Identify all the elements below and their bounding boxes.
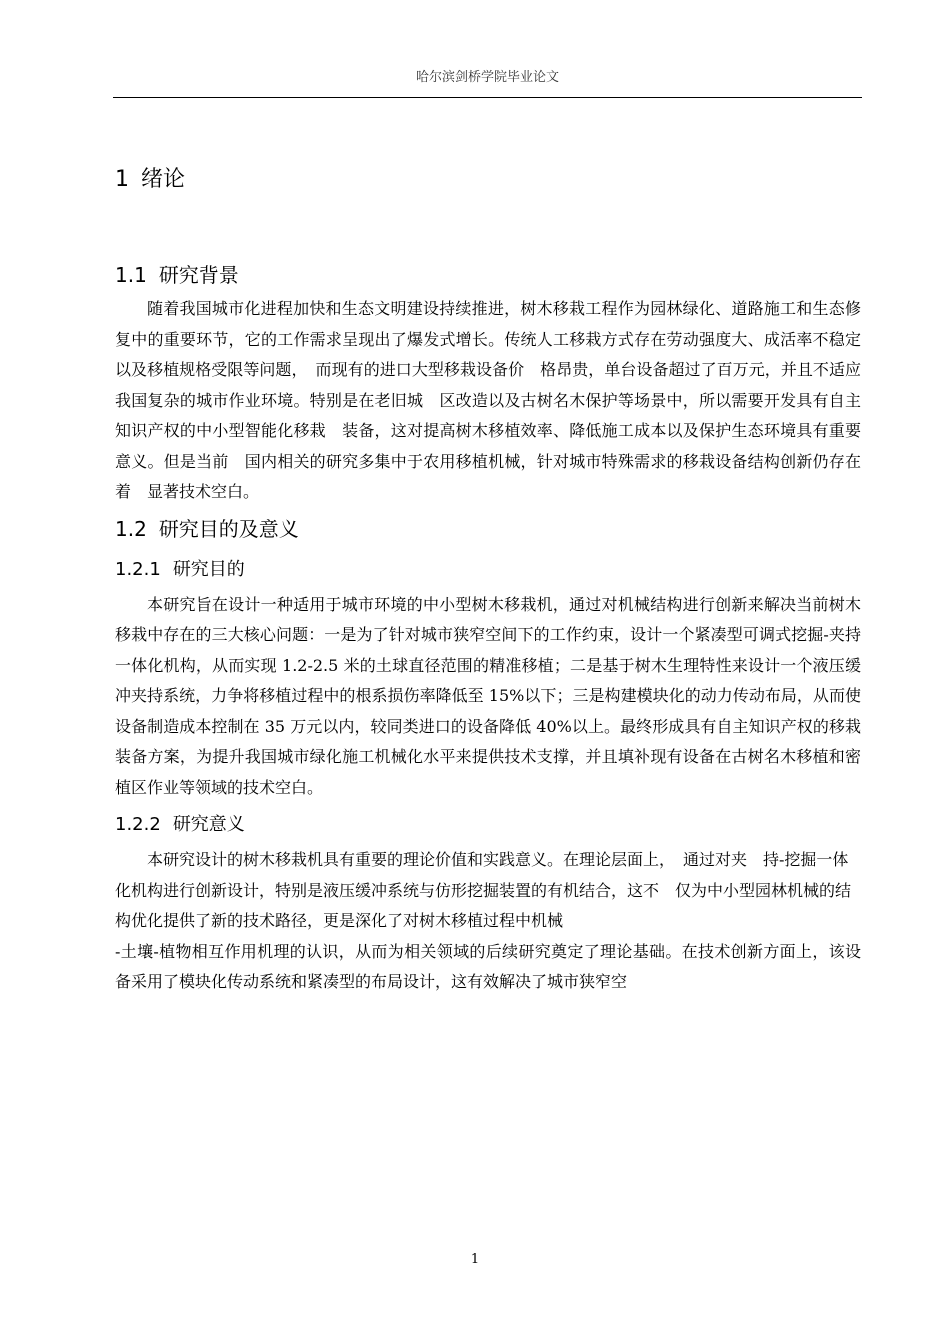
chapter-number: 1 <box>115 167 129 192</box>
subsection-number: 1.2.1 <box>115 558 161 580</box>
section-number: 1.1 <box>115 263 147 287</box>
subsection-heading-1-2-2 <box>115 805 861 845</box>
chapter-title: 绪论 <box>141 167 186 192</box>
paragraph-background: 随着我国城市化进程加快和生态文明建设持续推进，树木移栽工程作为园林绿化、道路施工和生态修复中的重要环节，它的工作需求呈现出了爆发式增长。传统人工移栽方式存在劳动强度大、成活率不稳定以及移植规格受限等问题， 而现有的进口大型移栽设备价 格昂贵，单台设备超过了百万元，并且不适应我国复杂的城市作业环境。特别是在老旧城 区改造以及古树名木保护等场景中，所以需要开发具有自主知识产权的中小型智能化移栽 装备，这对提高树木移植效率、降低施工成本以及保护生态环境具有重要意义。但是当前 国内相关的研究多集中于农用移植机械，针对城市特殊需求的移栽设备结构创新仍存在着 显著技术空白。 <box>115 299 861 501</box>
section-heading-1-2 <box>115 510 861 548</box>
page-number: 1 <box>470 1252 480 1267</box>
paragraph-significance-part2: -土壤-植物相互作用机理的认识，从而为相关领域的后续研究奠定了理论基础。在技术创新方面上，该设备采用了模块化传动系统和紧凑型的布局设计，这有效解决了城市狭窄空 <box>115 941 861 991</box>
section-heading-1-1 <box>115 256 861 294</box>
section-title: 研究目的及意义 <box>158 516 299 541</box>
paragraph-significance-part1: 本研究设计的树木移栽机具有重要的理论价值和实践意义。在理论层面上， 通过对夹 持-挖掘一体化机构进行创新设计，特别是液压缓冲系统与仿形挖掘装置的有机结合，这不 仅为中小型园林机械的结构优化提供了新的技术路径，更是深化了对树木移植过程中机械 <box>115 850 852 930</box>
subsection-title: 研究意义 <box>172 814 245 835</box>
header-rule <box>113 97 862 98</box>
chapter-heading <box>115 160 861 200</box>
section-title: 研究背景 <box>158 263 239 287</box>
subsection-number: 1.2.2 <box>115 814 161 835</box>
subsection-title: 研究目的 <box>172 558 245 580</box>
page-body <box>115 160 861 998</box>
paragraph-purpose: 本研究旨在设计一种适用于城市环境的中小型树木移栽机，通过对机械结构进行创新来解决当前树木移栽中存在的三大核心问题：一是为了针对城市狭窄空间下的工作约束，设计一个紧凑型可调式挖掘-夹持一体化机构，从而实现 1.2-2.5 米的土球直径范围的精准移植；二是基于树木生理特性来设计一个液压缓冲夹持系统，力争将移植过程中的根系损伤率降低至 15%以下；三是构建模块化的动力传动布局，从而使设备制造成本控制在 35 万元以内，较同类进口的设备降低 40%以上。最终形成具有自主知识产权的移栽装备方案，为提升我国城市绿化施工机械化水平来提供技术支撑，并且填补现有设备在古树名木移植和密植区作业等领域的技术空白。 <box>115 594 861 797</box>
section-number: 1.2 <box>115 516 147 541</box>
running-header: 哈尔滨剑桥学院毕业论文 <box>415 70 559 85</box>
subsection-heading-1-2-1 <box>115 550 861 590</box>
